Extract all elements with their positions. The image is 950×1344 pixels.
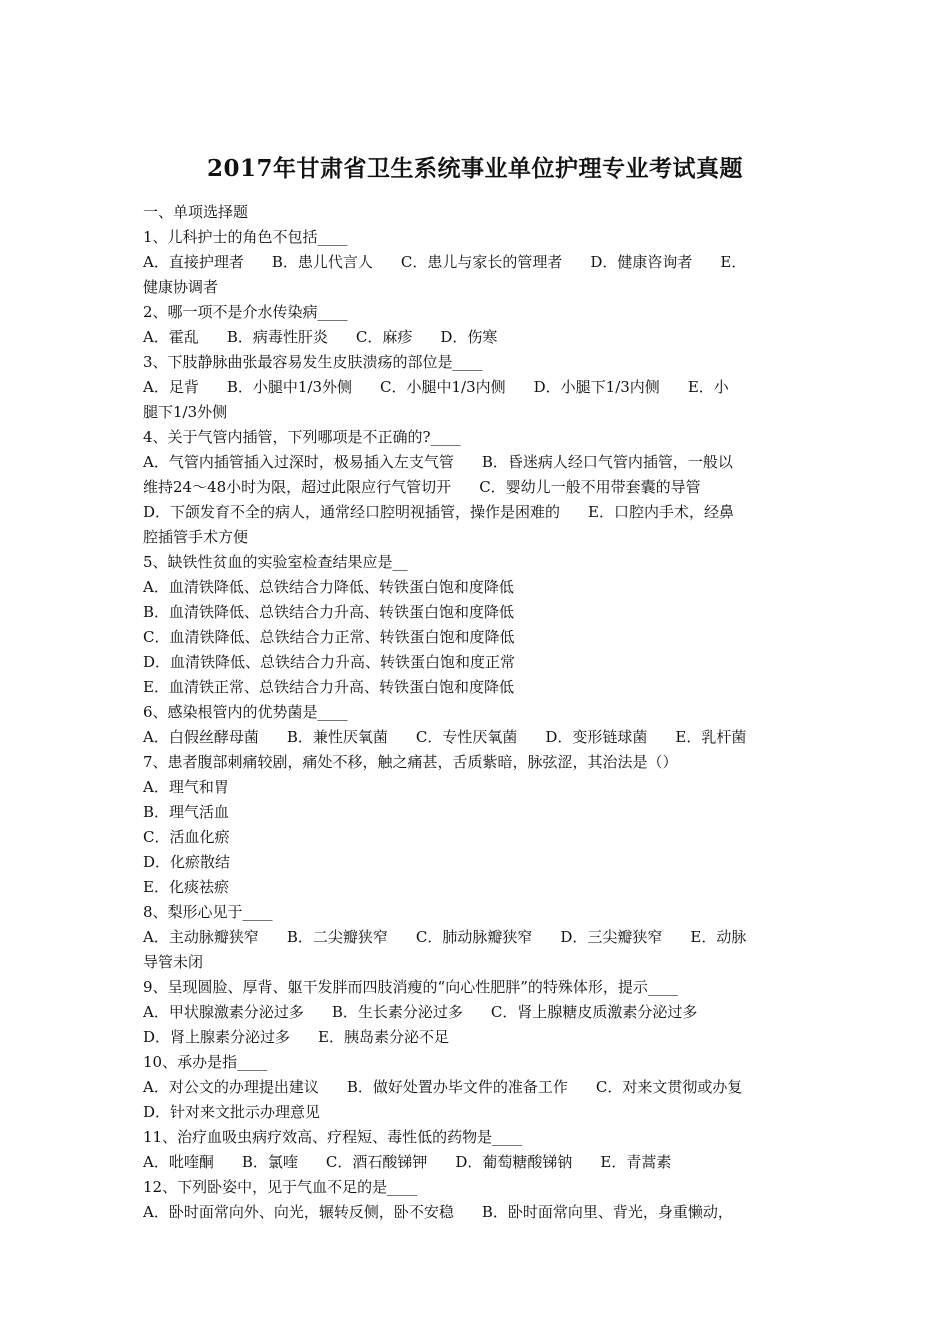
document-title: 2017年甘肃省卫生系统事业单位护理专业考试真题	[206, 155, 743, 182]
question-7-option-a: A．理气和胃	[143, 778, 229, 796]
option: A．卧时面常向外、向光，辗转反侧，卧不安稳	[143, 1203, 454, 1221]
option: B．患儿代言人	[271, 253, 373, 271]
option: A．气管内插管插入过深时，极易插入左支气管	[143, 453, 454, 471]
question-10-option-d: D．针对来文批示办理意见	[143, 1103, 321, 1121]
option: E．	[720, 253, 747, 271]
question-11-stem: 11、治疗血吸虫病疗效高、疗程短、毒性低的药物是____	[143, 1128, 523, 1146]
question-8-stem: 8、梨形心见于____	[143, 903, 273, 921]
question-4-stem: 4、关于气管内插管，下列哪项是不正确的?____	[143, 428, 461, 446]
option: C．患儿与家长的管理者	[400, 253, 563, 271]
option: A．直接护理者	[143, 253, 244, 271]
option: B．生长素分泌过多	[331, 1003, 463, 1021]
option: C．麻疹	[355, 328, 413, 346]
option: C．肺动脉瓣狭窄	[415, 928, 533, 946]
question-8-option-continued: 导管未闭	[143, 953, 204, 971]
question-2-stem: 2、哪一项不是介水传染病____	[143, 303, 348, 321]
question-6-stem: 6、感染根管内的优势菌是____	[143, 703, 348, 721]
option: D．小腿下1/3内侧	[533, 378, 660, 396]
question-3-stem: 3、下肢静脉曲张最容易发生皮肤溃疡的部位是____	[143, 353, 483, 371]
option: D．葡萄糖酸锑钠	[455, 1153, 573, 1171]
option: C．对来文贯彻或办复	[595, 1078, 743, 1096]
question-4-options-line-1	[143, 450, 813, 475]
option: D．健康咨询者	[590, 253, 693, 271]
question-5-option-e: E．血清铁正常、总铁结合力升高、转铁蛋白饱和度降低	[143, 678, 514, 696]
question-1-options	[143, 250, 813, 275]
question-2-options	[143, 325, 813, 350]
question-11-options	[143, 1150, 813, 1175]
option: E．小	[687, 378, 729, 396]
option: C．酒石酸锑钾	[325, 1153, 428, 1171]
option: C．专性厌氧菌	[415, 728, 518, 746]
question-9-options-line-2	[143, 1025, 813, 1050]
option: C．肾上腺糖皮质激素分泌过多	[490, 1003, 698, 1021]
option: D．肾上腺素分泌过多	[143, 1028, 291, 1046]
option: E．口腔内手术，经鼻	[588, 503, 734, 521]
question-1-option-continued: 健康协调者	[143, 278, 219, 296]
question-5-option-d: D．血清铁降低、总铁结合力升高、转铁蛋白饱和度正常	[143, 653, 516, 671]
question-9-stem: 9、呈现圆脸、厚背、躯干发胖而四肢消瘦的“向心性肥胖”的特殊体形，提示____	[143, 978, 678, 996]
option: B．氯喹	[241, 1153, 298, 1171]
option: D．下颌发育不全的病人，通常经口腔明视插管，操作是困难的	[143, 503, 561, 521]
question-8-options	[143, 925, 813, 950]
question-7-option-e: E．化痰祛瘀	[143, 878, 229, 896]
option: 维持24～48小时为限，超过此限应行气管切开	[143, 478, 452, 496]
option: B．小腿中1/3外侧	[226, 378, 353, 396]
question-5-option-c: C．血清铁降低、总铁结合力正常、转铁蛋白饱和度降低	[143, 628, 515, 646]
question-list	[143, 200, 813, 1225]
question-5-stem: 5、缺铁性贫血的实验室检查结果应是__	[143, 553, 408, 571]
option: C．小腿中1/3内侧	[380, 378, 506, 396]
question-7-option-c: C．活血化瘀	[143, 828, 230, 846]
option: A．白假丝酵母菌	[143, 728, 259, 746]
question-1-stem: 1、儿科护士的角色不包括____	[143, 228, 348, 246]
option: D．伤寒	[440, 328, 498, 346]
question-10-options	[143, 1075, 813, 1100]
option: B．兼性厌氧菌	[286, 728, 388, 746]
question-3-options	[143, 375, 813, 400]
option: A．足背	[143, 378, 199, 396]
option: A．主动脉瓣狭窄	[143, 928, 259, 946]
option: C．婴幼儿一般不用带套囊的导管	[479, 478, 701, 496]
question-3-option-continued: 腿下1/3外侧	[143, 403, 228, 421]
option: B．二尖瓣狭窄	[286, 928, 388, 946]
question-7-stem: 7、患者腹部刺痛较剧，痛处不移，触之痛甚，舌质紫暗，脉弦涩，其治法是（）	[143, 753, 678, 771]
question-12-stem: 12、下列卧姿中，见于气血不足的是____	[143, 1178, 418, 1196]
question-4-option-continued: 腔插管手术方便	[143, 528, 249, 546]
option: A．对公文的办理提出建议	[143, 1078, 319, 1096]
option: E．乳杆菌	[675, 728, 747, 746]
option: B．病毒性肝炎	[226, 328, 328, 346]
option: E．动脉	[690, 928, 747, 946]
question-4-options-line-2	[143, 475, 813, 500]
question-10-stem: 10、承办是指____	[143, 1053, 268, 1071]
question-5-option-a: A．血清铁降低、总铁结合力降低、转铁蛋白饱和度降低	[143, 578, 514, 596]
option: B．昏迷病人经口气管内插管，一般以	[481, 453, 733, 471]
question-5-option-b: B．血清铁降低、总铁结合力升高、转铁蛋白饱和度降低	[143, 603, 515, 621]
question-7-option-d: D．化瘀散结	[143, 853, 231, 871]
option: D．三尖瓣狭窄	[560, 928, 663, 946]
option: E．胰岛素分泌不足	[318, 1028, 449, 1046]
option: E．青蒿素	[600, 1153, 672, 1171]
option: B．卧时面常向里、背光，身重懒动，	[481, 1203, 733, 1221]
question-6-options	[143, 725, 813, 750]
option: A．霍乱	[143, 328, 199, 346]
option: A．吡喹酮	[143, 1153, 214, 1171]
option: A．甲状腺激素分泌过多	[143, 1003, 304, 1021]
question-4-options-line-3	[143, 500, 813, 525]
question-12-options	[143, 1200, 813, 1225]
question-9-options-line-1	[143, 1000, 813, 1025]
option: D．变形链球菌	[545, 728, 648, 746]
section-heading: 一、单项选择题	[143, 203, 249, 221]
option: B．做好处置办毕文件的准备工作	[346, 1078, 568, 1096]
question-7-option-b: B．理气活血	[143, 803, 230, 821]
